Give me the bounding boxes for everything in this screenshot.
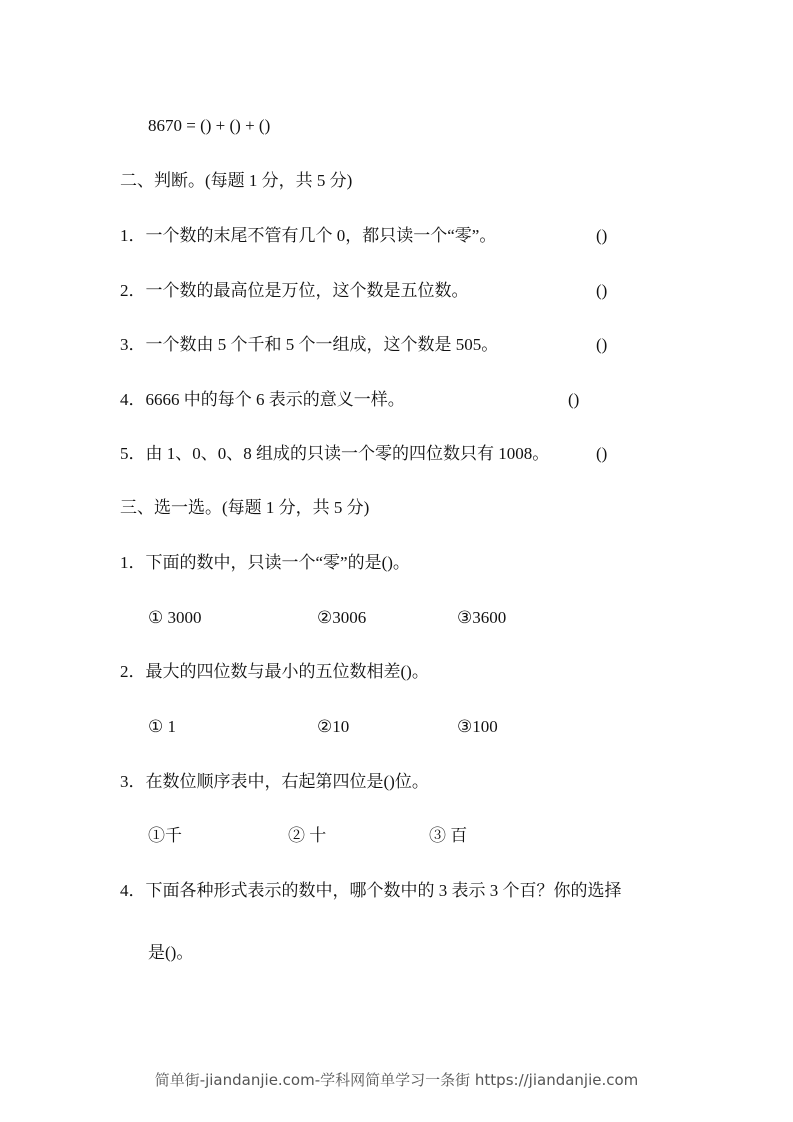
q3-option-1: ①千: [148, 826, 182, 845]
judge-answer-3: (): [596, 335, 608, 354]
q2-option-2: ②10: [317, 717, 350, 736]
q3-option-2: ② 十: [288, 826, 327, 845]
q1-option-2: ②3006: [317, 608, 367, 627]
q2-option-1: ① 1: [148, 717, 176, 736]
section2-heading: 二、判断。(每题 1 分，共 5 分): [120, 171, 353, 190]
q2-option-3: ③100: [457, 717, 498, 736]
q1-option-3: ③3600: [457, 608, 507, 627]
judge-item-4: 4．6666 中的每个 6 表示的意义一样。: [120, 390, 405, 409]
choice-question-3: 3．在数位顺序表中，右起第四位是()位。: [120, 772, 429, 791]
choice-question-4: 4．下面各种形式表示的数中，哪个数中的 3 表示 3 个百？你的选择: [120, 881, 622, 900]
choice-question-4-continued: 是()。: [148, 943, 194, 962]
judge-answer-2: (): [596, 281, 608, 300]
judge-item-5: 5．由 1、0、0、8 组成的只读一个零的四位数只有 1008。: [120, 444, 550, 463]
section3-heading: 三、选一选。(每题 1 分，共 5 分): [120, 498, 370, 517]
judge-answer-4: (): [568, 390, 580, 409]
choice-question-2: 2．最大的四位数与最小的五位数相差()。: [120, 662, 429, 681]
judge-answer-5: (): [596, 444, 608, 463]
equation: 8670 = () + () + (): [148, 116, 271, 135]
q3-option-3: ③ 百: [429, 826, 468, 845]
footer-watermark: 简单街-jiandanjie.com-学科网简单学习一条街 https://jiandanjie.com: [154, 1071, 639, 1089]
q1-option-1: ① 3000: [148, 608, 202, 627]
choice-question-1: 1．下面的数中，只读一个“零”的是()。: [120, 553, 410, 572]
judge-answer-1: (): [596, 226, 608, 245]
judge-item-2: 2．一个数的最高位是万位，这个数是五位数。: [120, 281, 469, 300]
judge-item-3: 3．一个数由 5 个千和 5 个一组成，这个数是 505。: [120, 335, 499, 354]
judge-item-1: 1．一个数的末尾不管有几个 0，都只读一个“零”。: [120, 226, 497, 245]
